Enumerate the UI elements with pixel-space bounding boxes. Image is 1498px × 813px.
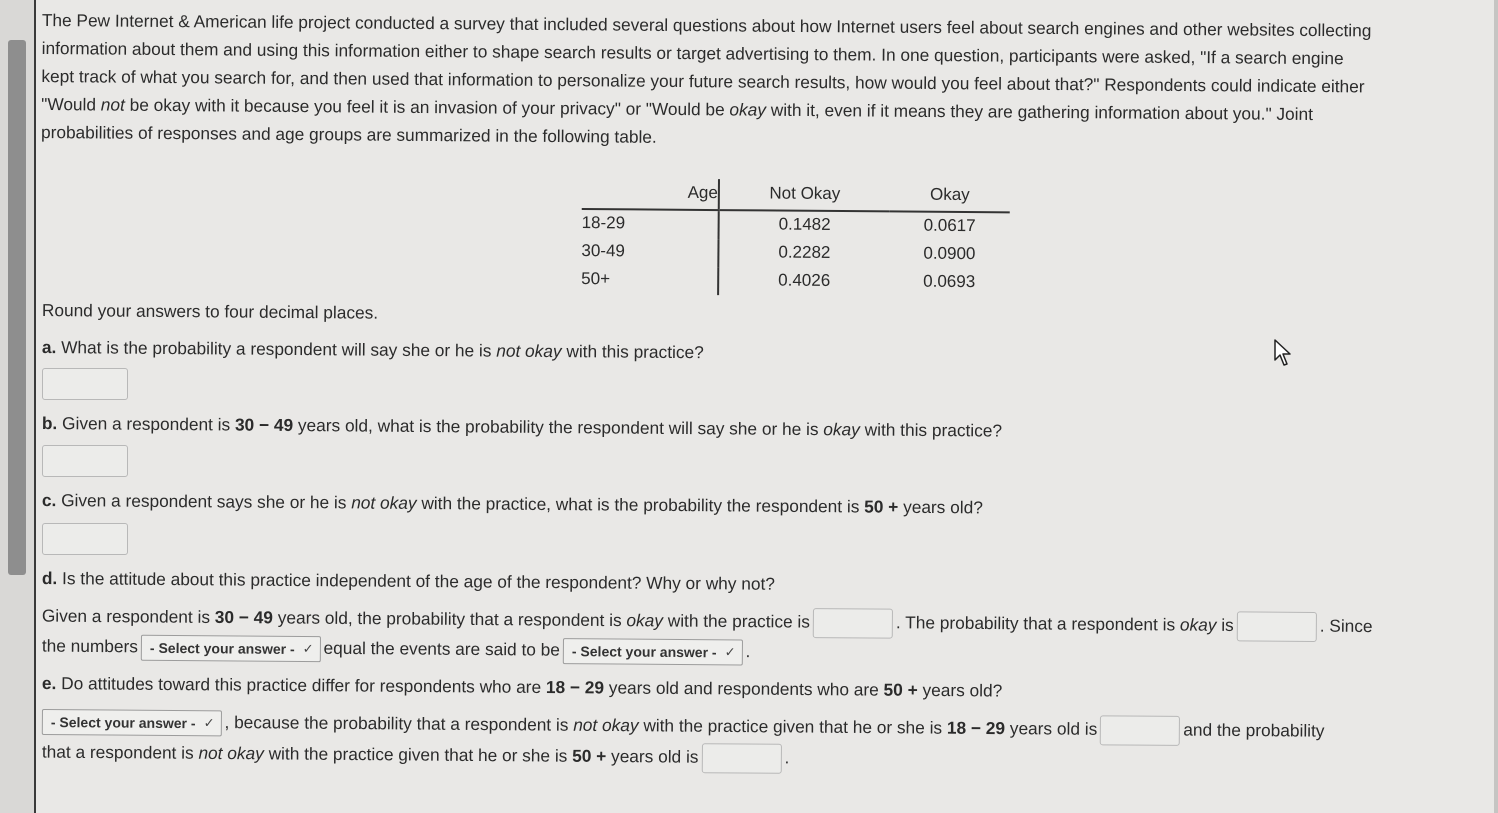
question-b: b. Given a respondent is 30 − 49 years old, what is the probability the respondent will say she or he is okay with this practice? (41, 413, 1003, 441)
answer-d-independence-select[interactable]: - Select your answer - ✓ (563, 638, 743, 665)
table-header-row (582, 178, 1010, 212)
chevron-down-icon: ✓ (203, 715, 215, 731)
left-scrollbar-track (0, 0, 36, 813)
header-age: Age (582, 178, 719, 210)
answer-d-conditional-input[interactable] (813, 608, 893, 639)
intro-line: The Pew Internet & American life project conducted a survey that included several questions about how Internet users feel about search engines and other websites collecting (41, 9, 1372, 41)
question-e: e. Do attitudes toward this practice differ for respondents who are 18 − 29 years old and respondents who are 50 + years old? (41, 673, 1003, 701)
question-c: c. Given a respondent says she or he is not okay with the practice, what is the probability the respondent is 50 + years old? (41, 490, 983, 518)
question-a: a. What is the probability a respondent will say she or he is not okay with this practice? (41, 337, 704, 363)
answer-d-marginal-input[interactable] (1237, 611, 1317, 642)
question-e-line2: that a respondent is not okay with the practice given that he or she is 50 + years old is . (42, 738, 790, 774)
not-okay-cell: 0.1482 (719, 210, 890, 240)
answer-b-input[interactable] (42, 445, 128, 477)
table-row (582, 209, 1010, 241)
answer-e-50-plus-input[interactable] (701, 743, 781, 774)
intro-line: kept track of what you search for, and then used that information to personalize your future search results, how would you feel about that?" Respondents could indicate either (41, 65, 1365, 97)
answer-a-input[interactable] (42, 368, 128, 400)
probability-table (581, 178, 1010, 297)
answer-c-input[interactable] (42, 523, 128, 555)
round-instruction: Round your answers to four decimal places. (41, 300, 379, 323)
intro-line: information about them and using this information either to shape search results or target advertising to them. In one question, participants were asked, "If a search engine (41, 37, 1344, 69)
intro-paragraph (41, 6, 1478, 157)
question-e-line1: - Select your answer - ✓ , because the probability that a respondent is not okay with the practice given that he or she is 18 − 29 years old is and the probability (42, 707, 1325, 747)
header-not-okay: Not Okay (719, 179, 890, 211)
chevron-down-icon: ✓ (724, 644, 736, 660)
answer-d-equal-select[interactable]: - Select your answer - ✓ (141, 635, 321, 662)
okay-cell: 0.0900 (923, 243, 976, 264)
question-d: d. Is the attitude about this practice independent of the age of the respondent? Why or why not? (41, 568, 775, 594)
scrollbar-thumb[interactable] (8, 40, 26, 575)
table-row (581, 238, 1009, 269)
age-cell: 50+ (581, 268, 611, 289)
table-row (581, 266, 1009, 297)
intro-line: probabilities of responses and age groups are summarized in the following table. (40, 121, 657, 147)
not-okay-cell: 0.4026 (718, 267, 889, 296)
answer-e-18-29-input[interactable] (1100, 715, 1180, 746)
age-cell: 30-49 (581, 240, 625, 261)
mouse-pointer-icon (1273, 338, 1295, 368)
age-cell: 18-29 (581, 212, 626, 233)
answer-e-select[interactable]: - Select your answer - ✓ (42, 709, 222, 736)
okay-cell: 0.0693 (923, 271, 976, 292)
not-okay-cell: 0.2282 (718, 239, 889, 268)
right-edge (1494, 0, 1498, 813)
header-okay: Okay (890, 180, 1010, 212)
okay-cell: 0.0617 (923, 215, 976, 236)
question-d-line1: Given a respondent is 30 − 49 years old, the probability that a respondent is okay with the practice is . The probability that a respondent is okay is . Since (42, 602, 1373, 642)
chevron-down-icon: ✓ (302, 641, 314, 657)
question-d-line2: the numbers - Select your answer - ✓ equal the events are said to be - Select your answer - ✓ . (42, 634, 751, 666)
intro-line: "Would not be okay with it because you feel it is an invasion of your privacy" or "Would be okay with it, even if it means they are gathering information about you." Joint (41, 93, 1314, 124)
